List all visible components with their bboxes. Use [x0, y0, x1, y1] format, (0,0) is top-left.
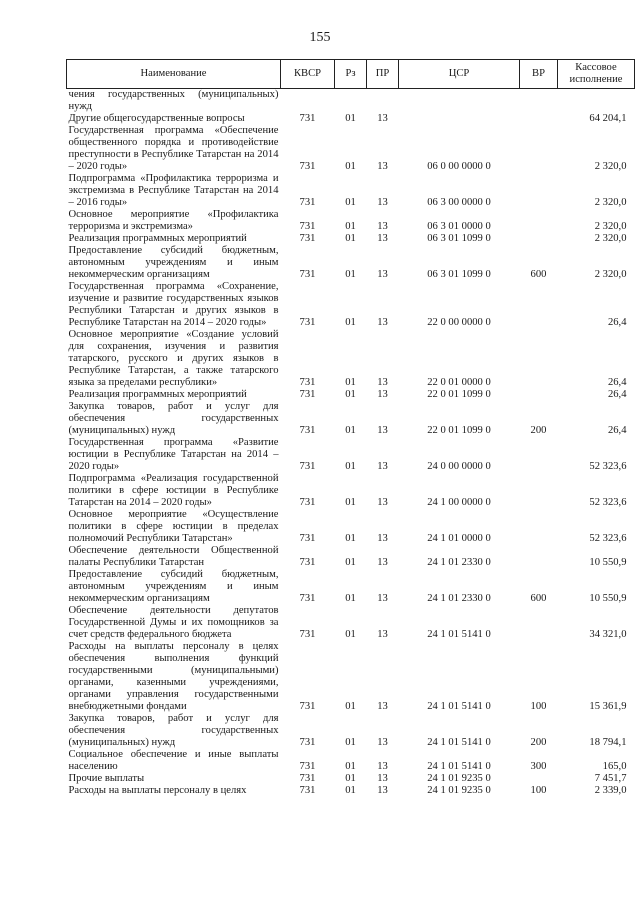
- row-amount: [558, 89, 635, 114]
- row-vr: [520, 281, 558, 329]
- row-csr: 22 0 01 0000 0: [427, 377, 491, 388]
- row-name: Государственная программа «Развитие юстиции в Республике Татарстан на 2014 – 2020 годы»: [68, 437, 279, 472]
- row-vr: 600: [530, 269, 547, 280]
- row-rz: 01: [345, 425, 356, 436]
- row-kvsr: 731: [299, 269, 316, 280]
- row-csr: 06 0 00 0000 0: [427, 161, 491, 172]
- row-kvsr: 731: [299, 557, 316, 568]
- row-kvsr: 731: [299, 773, 316, 784]
- row-amount: 10 550,9: [589, 557, 627, 568]
- table-row: [67, 773, 635, 785]
- row-name: Расходы на выплаты персоналу в целях: [68, 785, 247, 796]
- row-amount: 2 339,0: [594, 785, 627, 796]
- row-amount: 26,4: [607, 377, 627, 388]
- row-amount: 2 320,0: [594, 221, 627, 232]
- row-name: Реализация программных мероприятий: [68, 389, 247, 400]
- row-rz: 01: [345, 785, 356, 796]
- row-kvsr: 731: [299, 593, 316, 604]
- row-csr: [399, 113, 520, 125]
- row-rz: 01: [345, 629, 356, 640]
- row-rz: 01: [345, 461, 356, 472]
- row-amount: 10 550,9: [589, 593, 627, 604]
- row-vr: [520, 509, 558, 545]
- table-row: [67, 113, 635, 125]
- table-row: [67, 545, 635, 569]
- table-row: [67, 389, 635, 401]
- row-pr: 13: [377, 425, 388, 436]
- row-pr: 13: [377, 317, 388, 328]
- table-row: [67, 437, 635, 473]
- table-row: [67, 233, 635, 245]
- row-rz: 01: [345, 113, 356, 124]
- row-pr: 13: [377, 761, 388, 772]
- row-vr: [520, 89, 558, 114]
- row-amount: 18 794,1: [589, 737, 627, 748]
- row-name: Обеспечение деятельности депутатов Государственной Думы и их помощников за счет средств федерального бюджета: [68, 605, 279, 640]
- row-rz: 01: [345, 317, 356, 328]
- row-name: Государственная программа «Сохранение, изучение и развитие государственных языков Республики Татарстан и других языков в Республике Татарстан на 2014 – 2020 годы»: [68, 281, 279, 328]
- budget-table: [66, 59, 635, 797]
- row-pr: 13: [377, 773, 388, 784]
- row-pr: 13: [377, 629, 388, 640]
- row-name: чения государственных (муниципальных) нужд: [68, 89, 279, 112]
- row-amount: 26,4: [607, 425, 627, 436]
- row-rz: 01: [345, 377, 356, 388]
- table-row: [67, 749, 635, 773]
- row-name: Расходы на выплаты персоналу в целях обеспечения выполнения функций государственными (муниципальными) органами, казенными учреждениями, органами управления государственными внебюджетными фондами: [68, 641, 279, 712]
- row-csr: 22 0 01 1099 0: [427, 425, 491, 436]
- header-name: Наименование: [67, 60, 281, 89]
- table-row: [67, 785, 635, 797]
- row-pr: 13: [377, 785, 388, 796]
- row-amount: 52 323,6: [589, 533, 627, 544]
- row-name: Другие общегосударственные вопросы: [68, 113, 245, 124]
- row-rz: [335, 89, 367, 114]
- row-kvsr: 731: [299, 737, 316, 748]
- table-row: [67, 281, 635, 329]
- row-amount: 2 320,0: [594, 233, 627, 244]
- row-vr: [520, 209, 558, 233]
- row-pr: 13: [377, 737, 388, 748]
- row-name: Прочие выплаты: [68, 773, 145, 784]
- row-kvsr: 731: [299, 377, 316, 388]
- row-rz: 01: [345, 269, 356, 280]
- row-rz: 01: [345, 221, 356, 232]
- table-header-row: [67, 60, 635, 89]
- row-kvsr: 731: [299, 161, 316, 172]
- row-csr: 22 0 01 1099 0: [427, 389, 491, 400]
- row-kvsr: 731: [299, 629, 316, 640]
- row-name: Социальное обеспечение и иные выплаты населению: [68, 749, 279, 772]
- row-rz: 01: [345, 389, 356, 400]
- row-csr: 06 3 01 0000 0: [427, 221, 491, 232]
- row-vr: [520, 125, 558, 173]
- row-kvsr: 731: [299, 233, 316, 244]
- table-row: [67, 713, 635, 749]
- row-amount: 15 361,9: [589, 701, 627, 712]
- row-pr: 13: [377, 161, 388, 172]
- row-kvsr: 731: [299, 497, 316, 508]
- row-amount: 26,4: [607, 389, 627, 400]
- table-row: [67, 401, 635, 437]
- table-row: [67, 245, 635, 281]
- row-amount: 64 204,1: [589, 113, 627, 124]
- row-name: Закупка товаров, работ и услуг для обеспечения государственных (муниципальных) нужд: [68, 713, 279, 748]
- row-amount: 165,0: [602, 761, 627, 772]
- row-kvsr: 731: [299, 761, 316, 772]
- row-kvsr: 731: [299, 533, 316, 544]
- row-name: Подпрограмма «Реализация государственной политики в сфере юстиции в Республике Татарстан на 2014 – 2020 годы»: [68, 473, 279, 508]
- row-kvsr: 731: [299, 317, 316, 328]
- row-csr: 24 1 01 9235 0: [427, 785, 491, 796]
- row-pr: 13: [377, 233, 388, 244]
- table-row: [67, 605, 635, 641]
- row-csr: 24 1 01 0000 0: [427, 533, 491, 544]
- row-amount: 2 320,0: [594, 269, 627, 280]
- row-name: Основное мероприятие «Осуществление политики в сфере юстиции в пределах полномочий Республики Татарстан»: [68, 509, 279, 544]
- row-vr: [520, 605, 558, 641]
- row-csr: 24 1 01 2330 0: [427, 557, 491, 568]
- row-csr: 24 1 01 5141 0: [427, 761, 491, 772]
- row-pr: 13: [377, 377, 388, 388]
- row-amount: 7 451,7: [594, 773, 627, 784]
- header-rz: Рз: [335, 60, 367, 89]
- row-kvsr: 731: [299, 425, 316, 436]
- header-pr: ПР: [367, 60, 399, 89]
- row-vr: 200: [530, 737, 547, 748]
- row-amount: 2 320,0: [594, 197, 627, 208]
- row-amount: 52 323,6: [589, 497, 627, 508]
- row-vr: [520, 389, 558, 401]
- header-vr: ВР: [520, 60, 558, 89]
- row-kvsr: [281, 89, 335, 114]
- row-vr: [520, 329, 558, 389]
- row-csr: 24 1 01 5141 0: [427, 737, 491, 748]
- row-vr: 100: [530, 785, 547, 796]
- row-kvsr: 731: [299, 389, 316, 400]
- table-row: [67, 569, 635, 605]
- row-pr: 13: [377, 497, 388, 508]
- row-amount: 34 321,0: [589, 629, 627, 640]
- table-row: [67, 329, 635, 389]
- table-row: [67, 89, 635, 114]
- header-csr: ЦСР: [399, 60, 520, 89]
- row-rz: 01: [345, 497, 356, 508]
- row-pr: 13: [377, 533, 388, 544]
- row-kvsr: 731: [299, 785, 316, 796]
- row-csr: 24 1 01 2330 0: [427, 593, 491, 604]
- row-pr: 13: [377, 389, 388, 400]
- row-kvsr: 731: [299, 461, 316, 472]
- row-amount: 52 323,6: [589, 461, 627, 472]
- row-name: Основное мероприятие «Создание условий для сохранения, изучения и развития татарского, русского и других языков в Республике Татарстан, а также татарского языка за пределами республики»: [68, 329, 279, 388]
- table-row: [67, 125, 635, 173]
- row-rz: 01: [345, 557, 356, 568]
- header-kvsr: КВСР: [281, 60, 335, 89]
- table-row: [67, 473, 635, 509]
- row-pr: 13: [377, 557, 388, 568]
- row-csr: 06 3 01 1099 0: [427, 269, 491, 280]
- row-vr: [520, 545, 558, 569]
- table-row: [67, 209, 635, 233]
- row-name: Реализация программных мероприятий: [68, 233, 247, 244]
- header-amount: Кассовое исполнение: [558, 60, 635, 89]
- row-csr: 24 1 01 5141 0: [427, 701, 491, 712]
- row-name: Предоставление субсидий бюджетным, автономным учреждениям и иным некоммерческим организациям: [68, 569, 279, 604]
- row-csr: 24 1 01 5141 0: [427, 629, 491, 640]
- row-name: Основное мероприятие «Профилактика терроризма и экстремизма»: [68, 209, 279, 232]
- row-vr: [520, 113, 558, 125]
- row-pr: 13: [377, 197, 388, 208]
- row-vr: 200: [530, 425, 547, 436]
- row-kvsr: 731: [299, 113, 316, 124]
- row-pr: 13: [377, 701, 388, 712]
- row-vr: [520, 437, 558, 473]
- row-rz: 01: [345, 233, 356, 244]
- row-pr: 13: [377, 593, 388, 604]
- row-vr: 600: [530, 593, 547, 604]
- row-amount: 26,4: [607, 317, 627, 328]
- row-name: Закупка товаров, работ и услуг для обеспечения государственных (муниципальных) нужд: [68, 401, 279, 436]
- page-number: 155: [309, 30, 331, 45]
- row-vr: 100: [530, 701, 547, 712]
- row-rz: 01: [345, 737, 356, 748]
- row-rz: 01: [345, 161, 356, 172]
- row-kvsr: 731: [299, 701, 316, 712]
- row-kvsr: 731: [299, 221, 316, 232]
- row-csr: 24 1 01 9235 0: [427, 773, 491, 784]
- row-rz: 01: [345, 761, 356, 772]
- row-csr: 06 3 01 1099 0: [427, 233, 491, 244]
- row-pr: 13: [377, 461, 388, 472]
- row-pr: 13: [377, 221, 388, 232]
- row-csr: 22 0 00 0000 0: [427, 317, 491, 328]
- row-amount: 2 320,0: [594, 161, 627, 172]
- row-vr: [520, 233, 558, 245]
- row-vr: [520, 173, 558, 209]
- row-csr: 06 3 00 0000 0: [427, 197, 491, 208]
- row-rz: 01: [345, 197, 356, 208]
- row-csr: 24 0 00 0000 0: [427, 461, 491, 472]
- row-pr: 13: [377, 113, 388, 124]
- table-row: [67, 173, 635, 209]
- row-rz: 01: [345, 773, 356, 784]
- row-vr: [520, 773, 558, 785]
- row-vr: 300: [530, 761, 547, 772]
- row-kvsr: 731: [299, 197, 316, 208]
- row-pr: 13: [377, 269, 388, 280]
- row-name: Предоставление субсидий бюджетным, автономным учреждениям и иным некоммерческим организациям: [68, 245, 279, 280]
- row-name: Подпрограмма «Профилактика терроризма и экстремизма в Республике Татарстан на 2014 – 2016 годы»: [68, 173, 279, 208]
- row-name: Государственная программа «Обеспечение общественного порядка и противодействие преступности в Республике Татарстан на 2014 – 2020 годы»: [68, 125, 279, 172]
- row-csr: [399, 89, 520, 114]
- row-vr: [520, 473, 558, 509]
- row-name: Обеспечение деятельности Общественной палаты Республики Татарстан: [68, 545, 279, 568]
- row-rz: 01: [345, 701, 356, 712]
- row-csr: 24 1 00 0000 0: [427, 497, 491, 508]
- row-rz: 01: [345, 533, 356, 544]
- row-pr: [367, 89, 399, 114]
- table-row: [67, 509, 635, 545]
- row-rz: 01: [345, 593, 356, 604]
- table-row: [67, 641, 635, 713]
